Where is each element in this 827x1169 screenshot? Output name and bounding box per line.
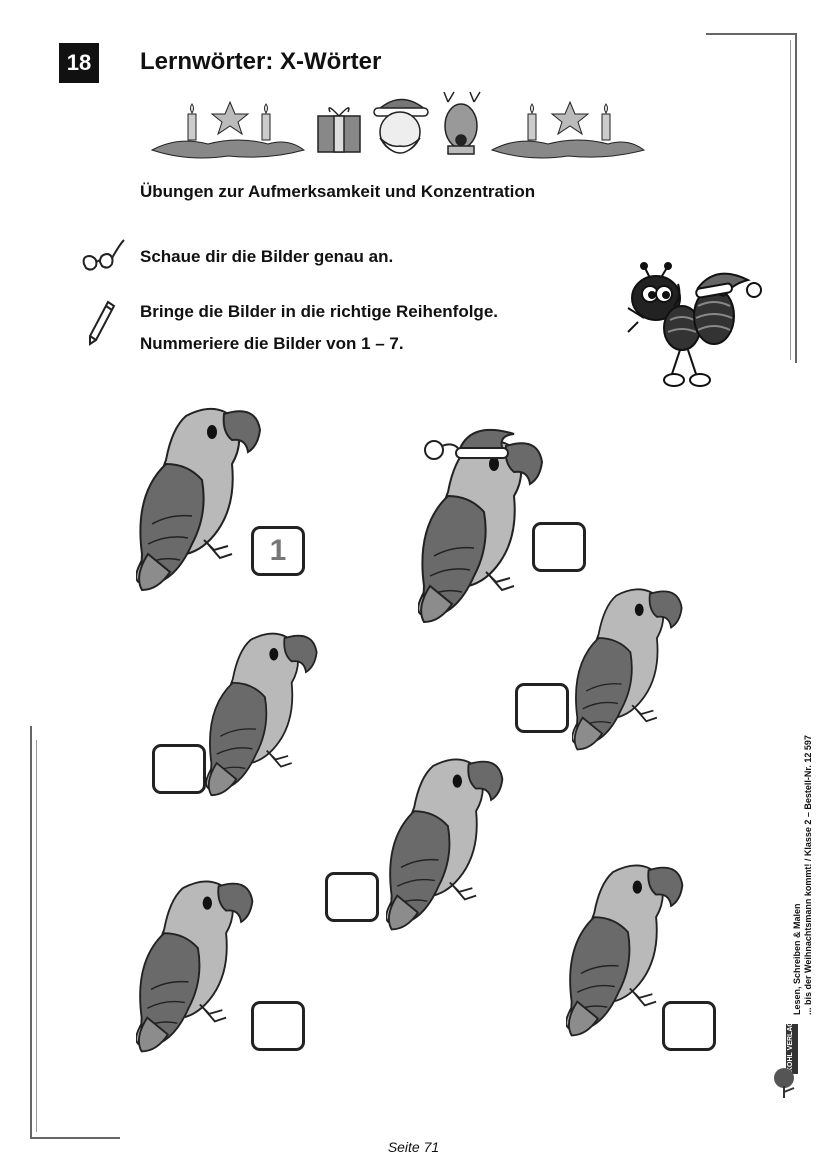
- parrot-illustration-4: [206, 628, 322, 800]
- parrot-illustration-3: [572, 585, 687, 753]
- answer-box-1[interactable]: 1: [251, 526, 305, 576]
- instruction-number: Nummeriere die Bilder von 1 – 7.: [140, 334, 404, 353]
- frame-top-right: [706, 33, 796, 35]
- page-footer: Seite 71: [387, 1139, 440, 1155]
- instruction-look: Schaue dir die Bilder genau an.: [140, 247, 394, 266]
- santa-hat-icon: [418, 416, 518, 466]
- frame-left-bottom: [30, 726, 32, 1138]
- frame-right-top-inner: [790, 40, 791, 360]
- instruction-order: Bringe die Bilder in die richtige Reihenfolge.: [140, 302, 498, 321]
- garland-left: [152, 102, 304, 158]
- answer-box-3[interactable]: [515, 683, 569, 733]
- frame-right-top: [795, 33, 797, 363]
- santa-face-icon: [374, 99, 428, 153]
- exercise-subtitle: Übungen zur Aufmerksamkeit und Konzentration: [140, 182, 536, 201]
- answer-box-7[interactable]: [662, 1001, 716, 1051]
- parrot-illustration-1: [136, 404, 266, 594]
- garland-right: [492, 102, 644, 158]
- pencil-icon: [86, 300, 116, 348]
- answer-box-5[interactable]: [325, 872, 379, 922]
- answer-box-2[interactable]: [532, 522, 586, 572]
- page-badge: 18: [59, 43, 99, 83]
- side-label-line2: ... bis der Weihnachtsmann kommt! / Klasse 2 – Bestell-Nr. 12 597: [803, 735, 813, 1015]
- side-label: [792, 685, 814, 1015]
- page-title: Lernwörter: X-Wörter: [140, 48, 382, 75]
- reindeer-face-icon: [444, 92, 480, 154]
- gift-box-icon: [318, 108, 360, 152]
- publisher-name: KOHL VERLAG: [787, 1021, 794, 1072]
- parrot-illustration-scarf: [386, 754, 508, 934]
- parrot-illustration-6: [136, 876, 258, 1056]
- ant-mascot-illustration: [620, 262, 765, 392]
- answer-box-4[interactable]: [152, 744, 206, 794]
- christmas-garland-illustration: [148, 88, 648, 164]
- frame-left-bottom-inner: [36, 740, 37, 1132]
- glasses-icon: [80, 238, 128, 274]
- tree-logo-icon: [772, 1066, 802, 1100]
- answer-box-6[interactable]: [251, 1001, 305, 1051]
- side-label-line1: Lesen, Schreiben & Malen: [792, 903, 802, 1015]
